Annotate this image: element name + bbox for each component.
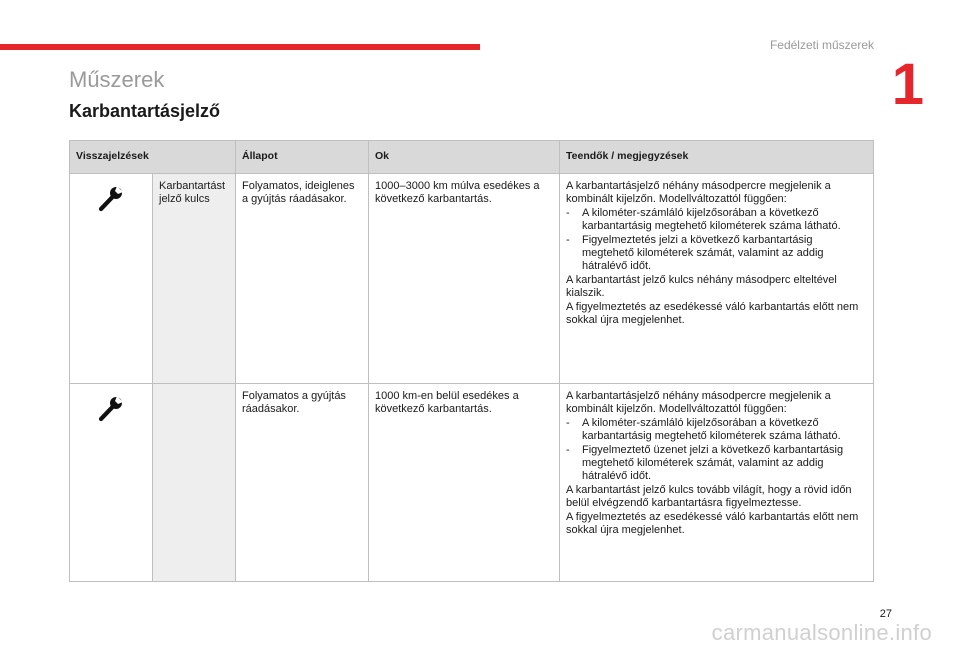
list-item-text: Figyelmeztetés jelzi a következő karbantartásig megtehető kilométerek számát, valamint az addig hátralévő időt. bbox=[582, 233, 824, 273]
list-item-text: A kilométer-számláló kijelzősorában a következő karbantartásig megtehető kilométerek száma látható. bbox=[582, 206, 841, 233]
list-item: - Figyelmeztető üzenet jelzi a következő karbantartásig megtehető kilométerek számát, valamint az addig hátralévő időt. bbox=[566, 444, 867, 484]
notes-outro: A karbantartást jelző kulcs tovább világít, hogy a rövid időn belül elvégzendő karbantartásra figyelmeztesse. bbox=[566, 483, 852, 510]
state-cell: Folyamatos, ideiglenes a gyújtás ráadásakor. bbox=[236, 174, 369, 384]
list-item: - Figyelmeztetés jelzi a következő karbantartásig megtehető kilométerek számát, valamint az addig hátralévő időt. bbox=[566, 234, 867, 274]
col-header-cause: Ok bbox=[369, 141, 560, 174]
icon-cell bbox=[70, 384, 153, 582]
sub-title: Karbantartásjelző bbox=[69, 101, 221, 121]
icon-cell bbox=[70, 174, 153, 384]
col-header-indicators: Visszajelzések bbox=[70, 141, 236, 174]
notes-intro: A karbantartásjelző néhány másodpercre megjelenik a kombinált kijelzőn. Modellváltozattól függően: bbox=[566, 390, 831, 416]
col-header-notes: Teendők / megjegyzések bbox=[560, 141, 874, 174]
list-item: - A kilométer-számláló kijelzősorában a következő karbantartásig megtehető kilométerek száma látható. bbox=[566, 417, 867, 444]
table-row bbox=[70, 174, 874, 384]
top-accent-bar bbox=[0, 44, 480, 50]
watermark: carmanualsonline.info bbox=[711, 620, 932, 645]
table-row bbox=[70, 384, 874, 582]
page-number: 27 bbox=[879, 608, 892, 620]
col-header-state: Állapot bbox=[236, 141, 369, 174]
notes-intro: A karbantartásjelző néhány másodpercre megjelenik a kombinált kijelzőn. Modellváltozattól függően: bbox=[566, 180, 831, 206]
list-item-text: A kilométer-számláló kijelzősorában a következő karbantartásig megtehető kilométerek száma látható. bbox=[582, 416, 841, 443]
notes-cell bbox=[560, 174, 874, 384]
notes-outro: A karbantartást jelző kulcs néhány másodperc elteltével kialszik. bbox=[566, 273, 837, 300]
notes-outro: A figyelmeztetés az esedékessé váló karbantartás előtt nem sokkal újra megjelenhet. bbox=[566, 300, 859, 327]
cause-cell: 1000 km-en belül esedékes a következő karbantartás. bbox=[369, 384, 560, 582]
state-cell: Folyamatos a gyújtás ráadásakor. bbox=[236, 384, 369, 582]
running-head: Fedélzeti műszerek bbox=[769, 38, 874, 52]
wrench-icon bbox=[95, 415, 127, 427]
chapter-number: 1 bbox=[891, 52, 924, 117]
list-item: - A kilométer-számláló kijelzősorában a következő karbantartásig megtehető kilométerek száma látható. bbox=[566, 207, 867, 234]
indicator-name: Karbantartást jelző kulcs bbox=[153, 174, 236, 384]
wrench-icon bbox=[95, 205, 127, 217]
table-header-row bbox=[70, 141, 874, 174]
list-item-text: Figyelmeztető üzenet jelzi a következő karbantartásig megtehető kilométerek számát, valamint az addig hátralévő időt. bbox=[582, 443, 844, 483]
notes-outro: A figyelmeztetés az esedékessé váló karbantartás előtt nem sokkal újra megjelenhet. bbox=[566, 510, 859, 537]
cause-cell: 1000–3000 km múlva esedékes a következő karbantartás. bbox=[369, 174, 560, 384]
section-title: Műszerek bbox=[69, 67, 165, 92]
indicator-table bbox=[69, 140, 874, 582]
indicator-name bbox=[153, 384, 236, 582]
notes-cell bbox=[560, 384, 874, 582]
